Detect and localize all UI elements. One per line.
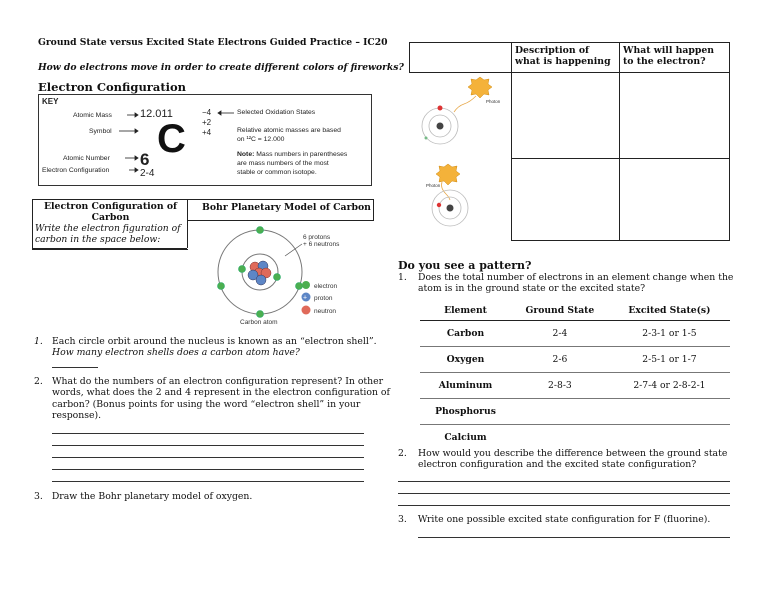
periodic-key (38, 94, 372, 186)
left-table-bottom (32, 248, 187, 249)
legend-electron: electron (314, 283, 338, 290)
legend-electron-icon (302, 281, 310, 289)
ground-cell: 2-8-3 (511, 373, 609, 399)
question-2-right (398, 448, 727, 471)
legend-neutron-icon (302, 306, 311, 315)
question-3-right-num: 3. (398, 514, 407, 525)
answer-line[interactable] (52, 367, 98, 368)
question-2-left (34, 376, 390, 422)
table-row (420, 373, 730, 399)
electron-fate-head-cell (619, 42, 730, 73)
element-cell: Oxygen (420, 347, 511, 373)
question-2-num: 2. (34, 376, 43, 387)
answer-line[interactable] (52, 457, 364, 458)
question-1-right-num: 1. (398, 272, 407, 283)
mass-note-1: Relative atomic masses are based (237, 127, 341, 134)
right-table-bottom (511, 240, 730, 241)
right-table-divider (511, 72, 512, 240)
question-1-right-line2: atom is in the ground state or the excited state? (418, 283, 646, 295)
oxidation-state: −4 (202, 108, 212, 117)
question-1-right (398, 272, 733, 295)
question-2-right-num: 2. (398, 448, 407, 459)
atomic-mass-value: 12.011 (140, 108, 173, 120)
note-line-1 (237, 151, 347, 158)
element-symbol: C (157, 117, 186, 161)
question-2-line2: words, what does the 2 and 4 represent in the electron configuration of (52, 387, 390, 399)
pattern-heading: Do you see a pattern? (398, 259, 532, 272)
excited-cell[interactable] (609, 399, 730, 425)
header-ground: Ground State (511, 300, 609, 321)
question-2-right-line2: electron configuration and the excited state configuration? (418, 459, 697, 471)
atomic-number-label: Atomic Number (63, 155, 110, 162)
left-table-divider (187, 219, 188, 248)
element-cell: Carbon (420, 321, 511, 347)
header-element: Element (420, 300, 511, 321)
answer-line[interactable] (52, 445, 364, 446)
right-table-blank-head (409, 42, 512, 73)
carbon-config-head: Electron Configuration of Carbon (43, 201, 178, 223)
description-head: Description of what is happening (515, 45, 611, 67)
table-header-row (420, 300, 730, 321)
bohr-carbon-diagram (205, 222, 375, 330)
answer-line[interactable] (398, 505, 730, 506)
excited-cell[interactable] (609, 425, 730, 451)
bohr-model-head: Bohr Planetary Model of Carbon (202, 202, 371, 213)
symbol-label: Symbol (89, 128, 112, 135)
answer-line[interactable] (398, 493, 730, 494)
question-1-right-line1: Does the total number of electrons in an element change when the (418, 272, 734, 283)
mass-note-2: on ¹²C = 12.000 (237, 136, 285, 143)
electron-fate-head: What will happen to the electron? (623, 45, 715, 67)
right-table-divider (619, 72, 620, 240)
description-head-cell (511, 42, 620, 73)
config-value: 2-4 (140, 168, 155, 179)
question-2-right-line1: How would you describe the difference between the ground state (418, 448, 728, 459)
answer-line[interactable] (398, 481, 730, 482)
ground-cell[interactable] (511, 399, 609, 425)
right-table-line (409, 72, 730, 73)
carbon-config-instructions: Write the electron figuration of carbon in the space below: (35, 223, 181, 245)
legend-proton: proton (314, 295, 333, 302)
worksheet-subtitle: How do electrons move in order to create different colors of fireworks? (38, 62, 404, 73)
question-1-text: Each circle orbit around the nucleus is known as an “electron shell”. (52, 336, 377, 347)
worksheet-title: Ground State versus Excited State Electrons Guided Practice – IC20 (38, 37, 388, 48)
table-row (420, 321, 730, 347)
element-cell: Phosphorus (420, 399, 511, 425)
config-label: Electron Configuration (42, 167, 110, 174)
elements-table (420, 300, 730, 450)
ground-cell: 2-4 (511, 321, 609, 347)
neutrons-label: + 6 neutrons (303, 241, 340, 248)
question-3-num: 3. (34, 491, 43, 502)
right-table-line (511, 158, 729, 159)
oxidation-state: +2 (202, 118, 212, 127)
excited-cell: 2-3-1 or 1-5 (609, 321, 730, 347)
section-heading: Electron Configuration (38, 80, 187, 94)
protons-label: 6 protons (303, 234, 331, 241)
note-bold: Note: (237, 151, 255, 158)
excited-cell: 2-7-4 or 2-8-2-1 (609, 373, 730, 399)
question-2-line3: carbon? (Bonus points for using the word “electron shell” in your (52, 398, 361, 410)
answer-line[interactable] (52, 433, 364, 434)
legend-neutron: neutron (314, 308, 337, 315)
atomic-number-value: 6 (140, 150, 150, 169)
table-row (420, 399, 730, 425)
key-label: KEY (42, 97, 59, 106)
question-3-text: Draw the Bohr planetary model of oxygen. (51, 491, 253, 502)
question-2-line1: What do the numbers of an electron configuration represent? In other (52, 376, 384, 387)
svg-text:+: + (303, 294, 308, 302)
ground-cell: 2-6 (511, 347, 609, 373)
ground-cell[interactable] (511, 425, 609, 451)
bohr-caption: Carbon atom (240, 319, 278, 326)
question-1-num: 1. (34, 336, 43, 347)
oxidation-label: Selected Oxidation States (237, 109, 316, 116)
excited-cell: 2-5-1 or 1-7 (609, 347, 730, 373)
photon-absorption-diagram (412, 74, 510, 156)
right-table-edge (729, 72, 730, 240)
note-text-1: Mass numbers in parentheses (256, 151, 348, 158)
oxidation-state: +4 (202, 128, 212, 137)
photon-label-top: Photon (486, 99, 501, 104)
note-line-3: stable or common isotope. (237, 169, 317, 176)
carbon-config-cell (32, 199, 188, 250)
photon-emission-diagram (412, 160, 510, 238)
element-cell: Calcium (420, 425, 511, 451)
note-line-2: are mass numbers of the most (237, 160, 329, 167)
question-3-left (34, 491, 252, 502)
question-2-line4: response). (52, 410, 102, 422)
photon-label-bottom: Photon (426, 183, 441, 188)
answer-line[interactable] (52, 469, 364, 470)
header-excited: Excited State(s) (609, 300, 730, 321)
oxidation-states (202, 108, 211, 138)
question-1-sub: How many electron shells does a carbon atom have? (52, 347, 300, 358)
answer-line[interactable] (418, 537, 730, 538)
table-row (420, 425, 730, 451)
nucleus (248, 261, 271, 285)
element-cell: Aluminum (420, 373, 511, 399)
atomic-mass-label: Atomic Mass (73, 112, 112, 119)
question-3-right-text: Write one possible excited state configuration for F (fluorine). (417, 514, 711, 525)
answer-line[interactable] (52, 481, 364, 482)
bohr-model-head-cell (187, 199, 374, 221)
question-3-right (398, 514, 710, 525)
table-row (420, 347, 730, 373)
question-1-left (34, 336, 377, 358)
